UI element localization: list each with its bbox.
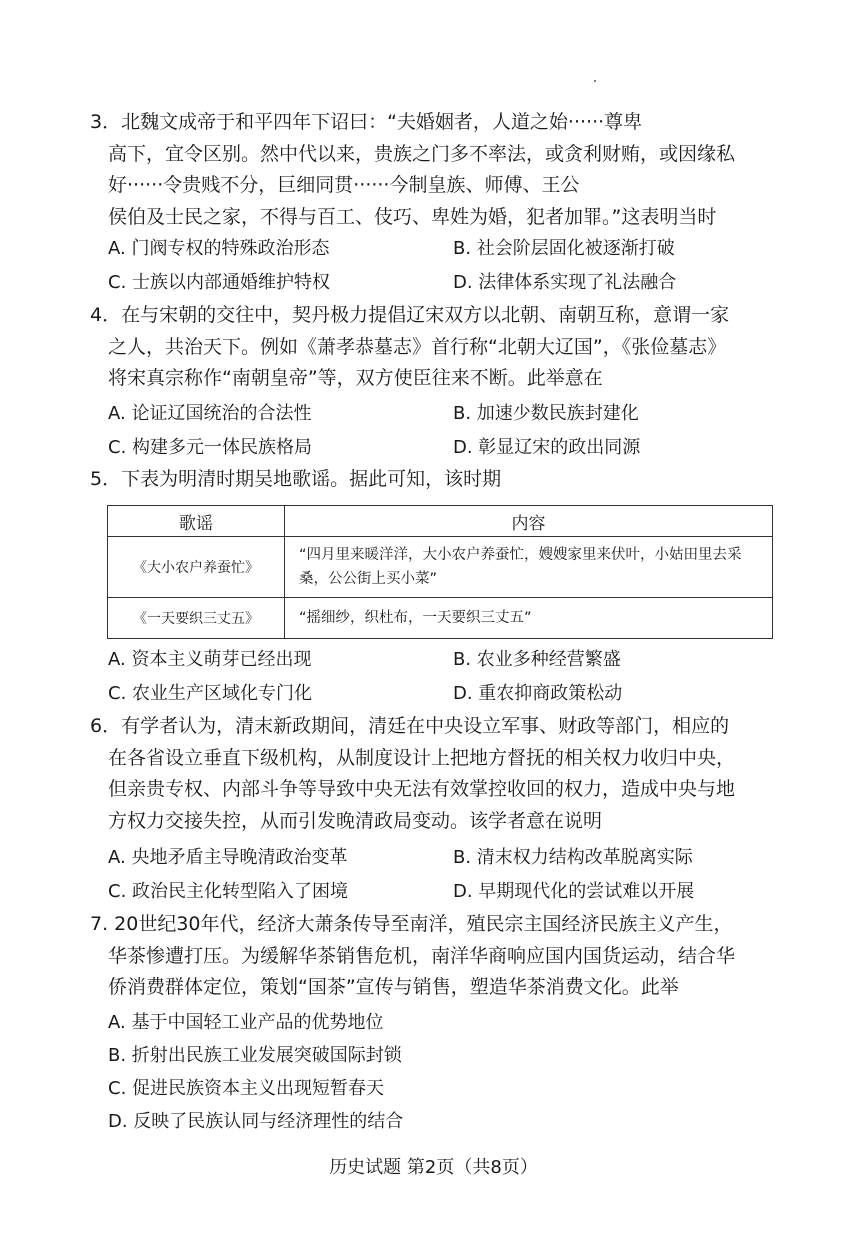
- stem-line: 之人，共治天下。例如《萧孝恭墓志》首行称“北朝大辽国”，《张俭墓志》: [108, 335, 727, 358]
- option-a[interactable]: A. 门阀专权的特殊政治形态: [108, 238, 330, 259]
- option-b[interactable]: B. 加速少数民族封建化: [453, 403, 639, 424]
- option-d[interactable]: D. 法律体系实现了礼法融合: [453, 272, 677, 293]
- option-b[interactable]: B. 清末权力结构改革脱离实际: [453, 847, 693, 868]
- question-6: [0, 711, 867, 837]
- question-7: [0, 909, 867, 1004]
- question-5: [0, 464, 867, 496]
- folk-song-table: [107, 505, 773, 639]
- question-4-stem: [0, 300, 867, 395]
- question-4: [0, 300, 867, 395]
- stem-line: 好······令贵贱不分，巨细同贯······今制皇族、师傅、王公: [108, 174, 580, 196]
- page-footer: 历史试题 第2页（共8页）: [329, 1157, 538, 1178]
- table-header-row: [108, 506, 773, 537]
- table-row: [108, 598, 773, 639]
- question-5-stem: [0, 464, 867, 496]
- question-3: [0, 107, 867, 233]
- option-a[interactable]: A. 央地矛盾主导晚清政治变革: [108, 847, 348, 868]
- option-b[interactable]: B. 农业多种经营繁盛: [453, 649, 621, 670]
- option-d[interactable]: D. 反映了民族认同与经济理性的结合: [108, 1111, 404, 1132]
- option-d[interactable]: D. 早期现代化的尝试难以开展: [453, 881, 695, 902]
- stem-line: 3．北魏文成帝于和平四年下诏曰：“夫婚姻者，人道之始······尊卑: [90, 111, 643, 133]
- table-row: [108, 537, 773, 598]
- stem-line: 侨消费群体定位，策划“国茶”宣传与销售，塑造华茶消费文化。此举: [108, 976, 679, 998]
- stem-line: 在各省设立垂直下级机构，从制度设计上把地方督抚的相关权力收归中央，: [108, 746, 736, 769]
- option-a[interactable]: A. 基于中国轻工业产品的优势地位: [108, 1012, 384, 1033]
- table-header-cell: 内容: [285, 506, 773, 537]
- question-3-stem: [0, 107, 867, 233]
- stem-line: 7. 20世纪30年代，经济大萧条传导至南洋，殖民宗主国经济民族主义产生，: [90, 913, 733, 935]
- stem-line: 侯伯及士民之家，不得与百工、伎巧、卑姓为婚，犯者加罪。”这表明当时: [108, 205, 717, 228]
- option-a[interactable]: A. 论证辽国统治的合法性: [108, 403, 312, 424]
- song-name-cell: 《一天要织三丈五》: [108, 598, 285, 639]
- option-b[interactable]: B. 社会阶层固化被逐渐打破: [453, 238, 675, 259]
- option-d[interactable]: D. 重农抑商政策松动: [453, 683, 623, 704]
- stem-line: 5．下表为明清时期吴地歌谣。据此可知，该时期: [90, 468, 502, 490]
- stem-line: 但亲贵专权、内部斗争等导致中央无法有效掌控收回的权力，造成中央与地: [108, 778, 736, 800]
- option-c[interactable]: C. 政治民主化转型陷入了困境: [108, 881, 349, 902]
- song-content-cell: “四月里来暖洋洋，大小农户养蚕忙，嫂嫂家里来伏叶，小姑田里去采桑，公公街上买小菜”: [285, 537, 773, 598]
- stem-line: 高下，宜令区别。然中代以来，贵族之门多不率法，或贪利财贿，或因缘私: [108, 142, 736, 165]
- option-c[interactable]: C. 士族以内部通婚维护特权: [108, 272, 331, 293]
- stem-line: 将宋真宗称作“南朝皇帝”等，双方使臣往来不断。此举意在: [108, 367, 603, 389]
- stem-line: 方权力交接失控，从而引发晚清政局变动。该学者意在说明: [108, 809, 603, 832]
- option-c[interactable]: C. 农业生产区域化专门化: [108, 683, 313, 704]
- question-6-stem: [0, 711, 867, 837]
- stem-line: 6．有学者认为，清末新政期间，清廷在中央设立军事、财政等部门，相应的: [90, 715, 730, 737]
- option-c[interactable]: C. 构建多元一体民族格局: [108, 437, 313, 458]
- song-content-cell: “摇细纱，织杜布，一天要织三丈五”: [285, 598, 773, 639]
- option-c[interactable]: C. 促进民族资本主义出现短暂春天: [108, 1078, 385, 1099]
- option-a[interactable]: A. 资本主义萌芽已经出现: [108, 649, 312, 670]
- option-d[interactable]: D. 彰显辽宋的政出同源: [453, 437, 641, 458]
- question-7-stem: [0, 909, 867, 1004]
- stem-line: 华茶惨遭打压。为缓解华茶销售危机，南洋华商响应国内国货运动，结合华: [108, 944, 736, 967]
- table-header-cell: 歌谣: [108, 506, 285, 537]
- song-name-cell: 《大小农户养蚕忙》: [108, 537, 285, 598]
- scan-dot: [594, 80, 596, 82]
- stem-line: 4．在与宋朝的交往中，契丹极力提倡辽宋双方以北朝、南朝互称，意谓一家: [90, 304, 730, 326]
- option-b[interactable]: B. 折射出民族工业发展突破国际封锁: [108, 1045, 402, 1066]
